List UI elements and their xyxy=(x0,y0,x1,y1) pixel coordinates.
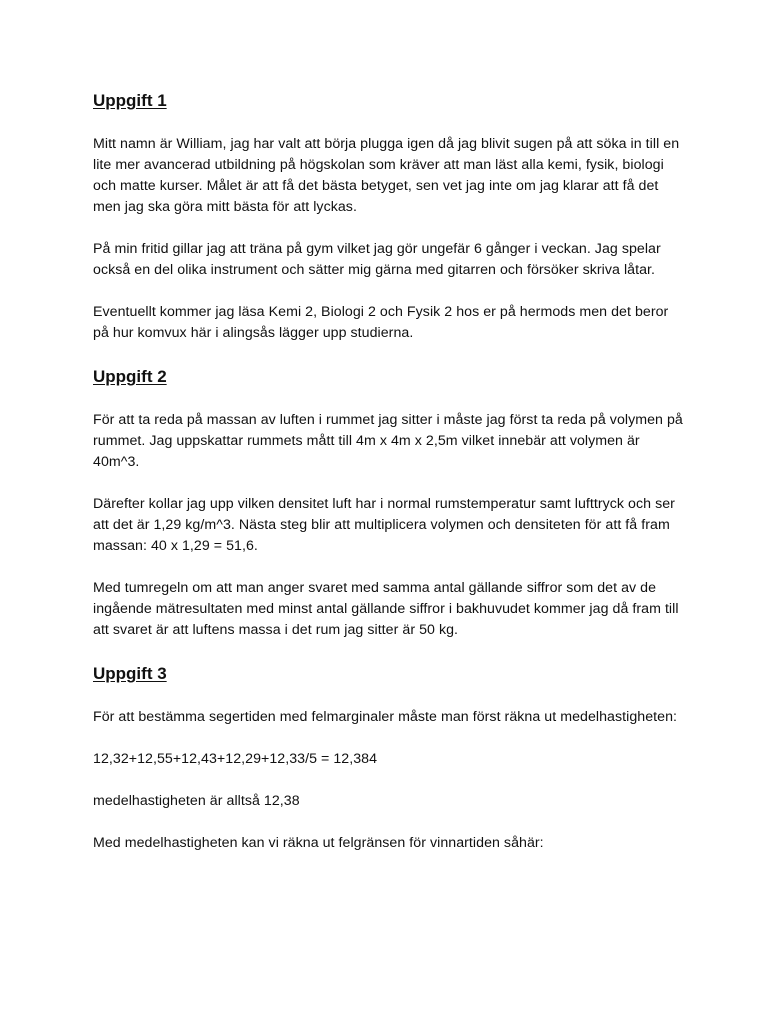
paragraph: För att bestämma segertiden med felmarginaler måste man först räkna ut medelhastigheten: xyxy=(93,709,678,725)
document-content xyxy=(93,88,683,875)
paragraph: Eventuellt kommer jag läsa Kemi 2, Biologi 2 och Fysik 2 hos er på hermods men det beror på hur komvux här i alingsås lägger upp studierna. xyxy=(93,304,669,341)
section-uppgift-2 xyxy=(93,364,683,641)
section-heading: Uppgift 3 xyxy=(93,664,167,683)
paragraph: Med medelhastigheten kan vi räkna ut felgränsen för vinnartiden såhär: xyxy=(93,835,544,851)
paragraph: Därefter kollar jag upp vilken densitet luft har i normal rumstemperatur samt lufttryck och ser att det är 1,29 kg/m^3. Nästa steg blir att multiplicera volymen och densiteten för att få fram massan: 40 x 1,29 = 51,6. xyxy=(93,496,675,554)
paragraph: Mitt namn är William, jag har valt att börja plugga igen då jag blivit sugen på att söka in till en lite mer avancerad utbildning på högskolan som kräver att man läst alla kemi, fysik, biologi och matte kurser. Målet är att få det bästa betyget, sen vet jag inte om jag klarar att få det men jag ska göra mitt bästa för att lyckas. xyxy=(93,136,680,215)
formula-line: 12,32+12,55+12,43+12,29+12,33/5 = 12,384 xyxy=(93,751,378,767)
paragraph: För att ta reda på massan av luften i rummet jag sitter i måste jag först ta reda på volymen på rummet. Jag uppskattar rummets mått till 4m x 4m x 2,5m vilket innebär att volymen är 40m^3. xyxy=(93,412,683,470)
section-heading: Uppgift 2 xyxy=(93,367,167,386)
section-uppgift-3 xyxy=(93,661,683,854)
paragraph: Med tumregeln om att man anger svaret med samma antal gällande siffror som det av de ingående mätresultaten med minst antal gällande siffror i bakhuvudet kommer jag då fram till att svaret är att luftens massa i det rum jag sitter är 50 kg. xyxy=(93,580,679,638)
section-heading: Uppgift 1 xyxy=(93,91,167,110)
paragraph: På min fritid gillar jag att träna på gym vilket jag gör ungefär 6 gånger i veckan. Jag spelar också en del olika instrument och sätter mig gärna med gitarren och försöker skriva låtar. xyxy=(93,241,661,278)
section-uppgift-1 xyxy=(93,88,683,344)
paragraph: medelhastigheten är alltså 12,38 xyxy=(93,793,300,809)
